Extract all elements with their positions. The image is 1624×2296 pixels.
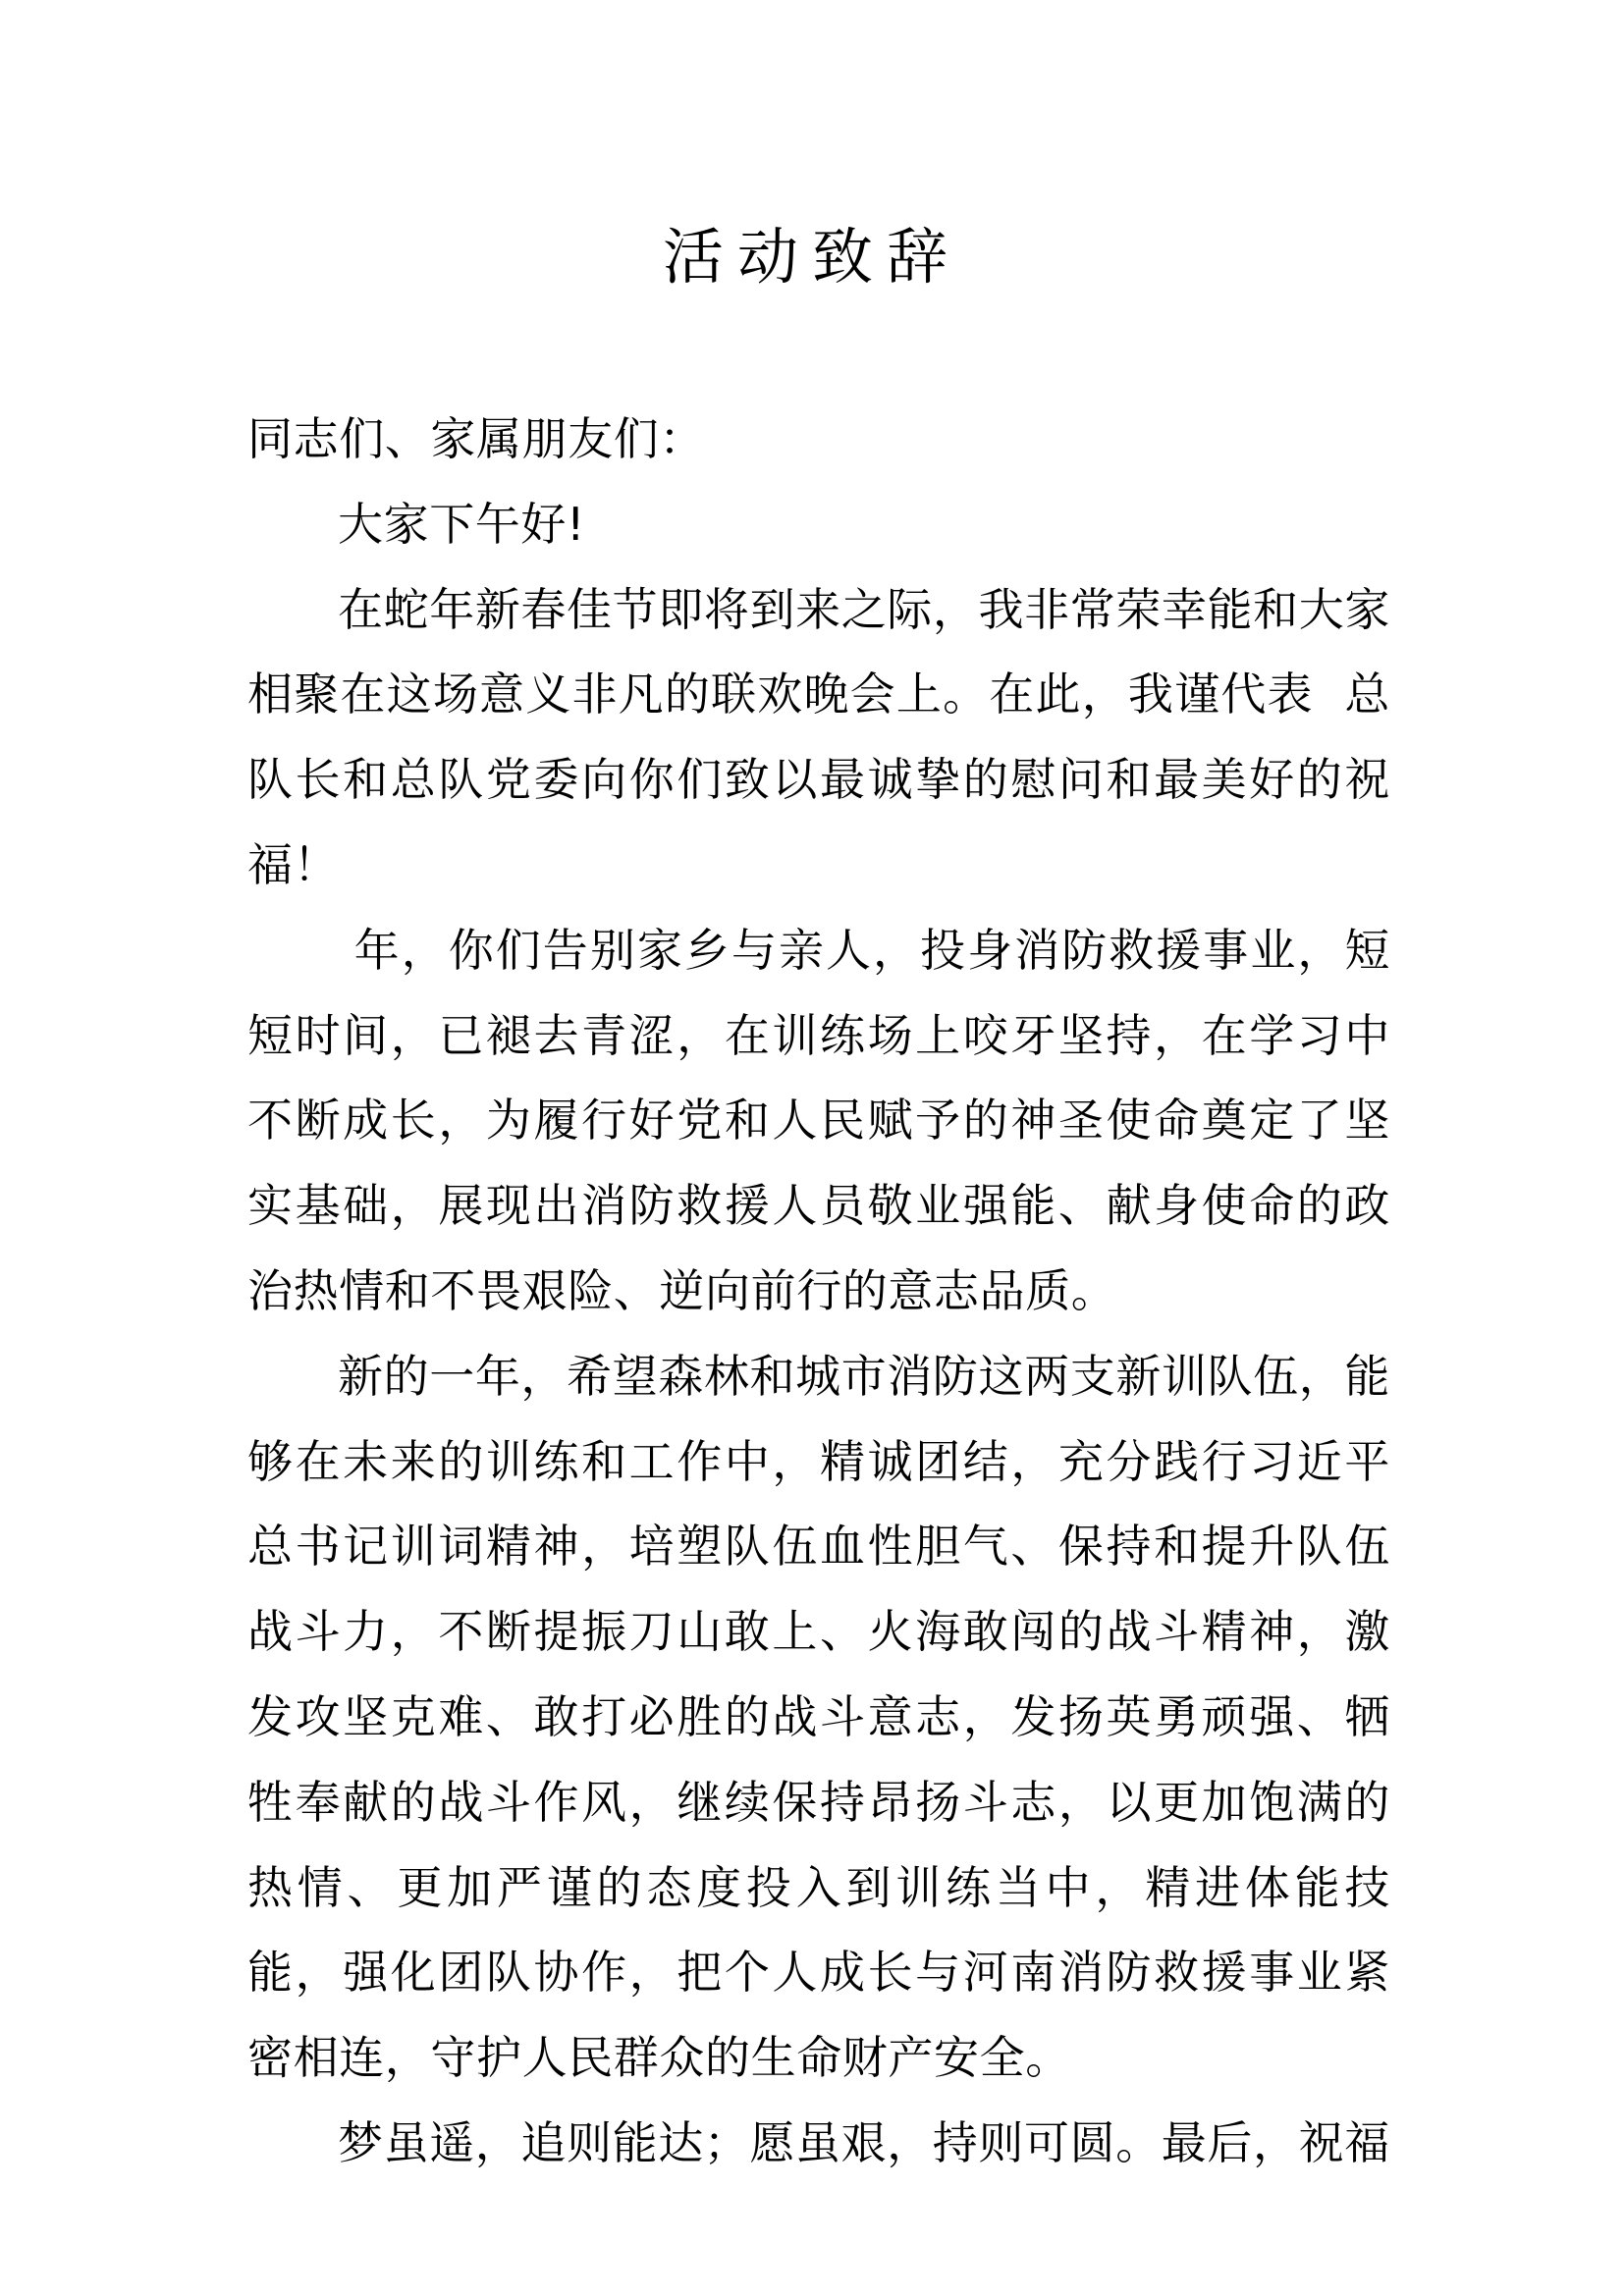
paragraph: 年，你们告别家乡与亲人，投身消防救援事业，短短时间，已褪去青涩，在训练场上咬牙坚持，在学习中不断成长，为履行好党和人民赋予的神圣使命奠定了坚实基础，展现出消防救援人员敬业强能、献身使命的政治热情和不畏艰险、逆向前行的意志品质。 [247,923,1390,1317]
document-title: 活动致辞 [662,221,961,293]
paragraph: 新的一年，希望森林和城市消防这两支新训队伍，能够在未来的训练和工作中，精诚团结，充分践行习近平总书记训词精神，培塑队伍血性胆气、保持和提升队伍战斗力，不断提振刀山敢上、火海敢闯的战斗精神，激发攻坚克难、敢打必胜的战斗意志，发扬英勇顽强、牺牲奉献的战斗作风，继续保持昂扬斗志，以更加饱满的热情、更加严谨的态度投入到训练当中，精进体能技能，强化团队协作，把个人成长与河南消防救援事业紧密相连，守护人民群众的生命财产安全。 [247,1349,1390,2085]
paragraph: 梦虽遥，追则能达；愿虽艰，持则可圆。最后，祝福 [338,2115,1390,2169]
document-body [247,397,1390,2186]
paragraph: 在蛇年新春佳节即将到来之际，我非常荣幸能和大家相聚在这场意义非凡的联欢晚会上。在此，我谨代表 总队长和总队党委向你们致以最诚挚的慰问和最美好的祝福！ [247,582,1390,891]
greeting: 大家下午好! [338,497,586,551]
salutation: 同志们、家属朋友们： [247,412,705,465]
